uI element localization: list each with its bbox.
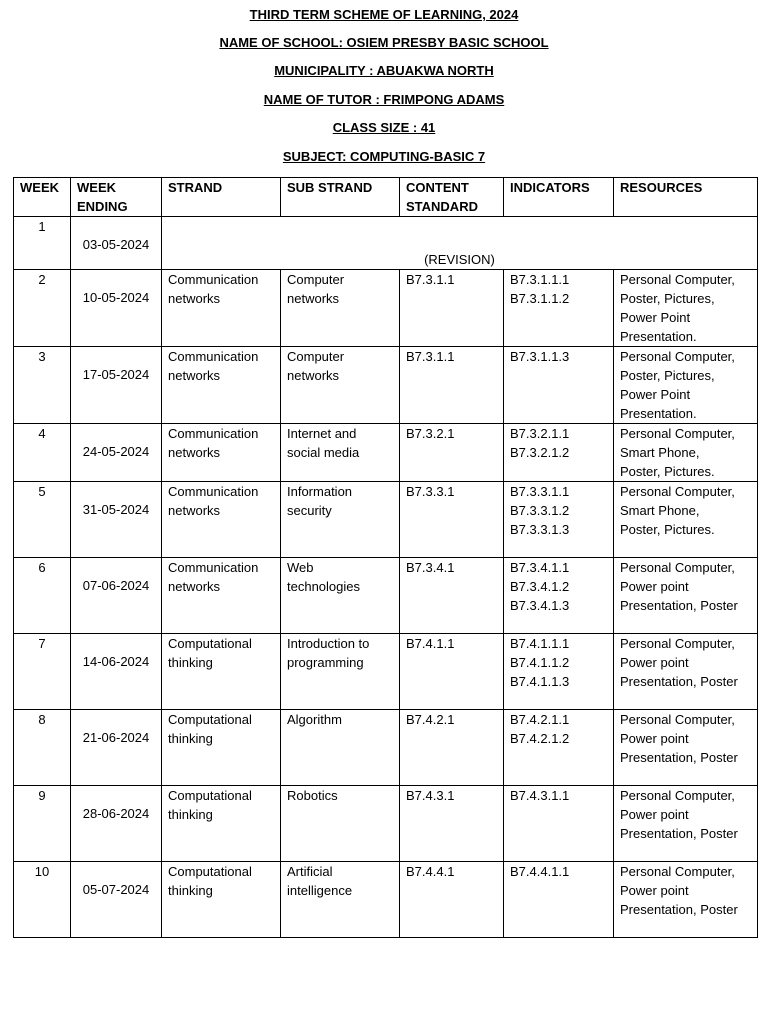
week-cell bbox=[14, 270, 71, 347]
sub-strand-cell bbox=[281, 347, 400, 424]
strand-cell bbox=[162, 424, 281, 482]
week-ending-cell bbox=[71, 482, 162, 558]
strand-cell bbox=[162, 786, 281, 862]
col-content-standard: CONTENT STANDARD bbox=[400, 178, 504, 217]
sub-strand-cell bbox=[281, 862, 400, 938]
indicators-cell-line: B7.4.2.1.2 bbox=[510, 731, 570, 746]
resources-cell-line: Personal Computer, bbox=[620, 636, 735, 651]
strand-cell-line: networks bbox=[168, 291, 221, 306]
content-standard-cell-line: B7.3.3.1 bbox=[406, 484, 455, 499]
resources-cell-line: Poster, Pictures. bbox=[620, 522, 715, 537]
strand-cell-line: Computational bbox=[168, 636, 252, 651]
indicators-cell bbox=[504, 710, 614, 786]
week-ending-date: 14-06-2024 bbox=[82, 654, 150, 669]
resources-cell bbox=[614, 482, 758, 558]
resources-cell-line: Poster, Pictures. bbox=[620, 464, 715, 479]
municipality: MUNICIPALITY : ABUAKWA NORTH bbox=[274, 63, 494, 78]
indicators-cell-line: B7.3.4.1.2 bbox=[510, 579, 570, 594]
table-row bbox=[14, 634, 758, 710]
strand-cell-line: Communication bbox=[168, 484, 259, 499]
resources-cell-line: Power Point bbox=[620, 310, 691, 325]
resources-cell-line: Personal Computer, bbox=[620, 560, 735, 575]
header-row bbox=[14, 178, 758, 217]
sub-strand-cell-line: Web bbox=[287, 560, 314, 575]
resources-cell-line: Presentation, Poster bbox=[620, 826, 738, 841]
week-cell bbox=[14, 862, 71, 938]
week-ending-cell bbox=[71, 424, 162, 482]
strand-cell-line: networks bbox=[168, 368, 221, 383]
week-number: 7 bbox=[38, 636, 46, 651]
indicators-cell bbox=[504, 558, 614, 634]
content-standard-cell bbox=[400, 710, 504, 786]
sub-strand-cell bbox=[281, 786, 400, 862]
indicators-cell-line: B7.3.2.1.1 bbox=[510, 426, 570, 441]
week-ending-date: 28-06-2024 bbox=[82, 806, 150, 821]
strand-cell bbox=[162, 710, 281, 786]
resources-cell-line: Poster, Pictures, bbox=[620, 291, 715, 306]
strand-cell bbox=[162, 270, 281, 347]
resources-cell-line: Personal Computer, bbox=[620, 272, 735, 287]
table-row bbox=[14, 270, 758, 347]
week-number: 10 bbox=[34, 864, 50, 879]
sub-strand-cell-line: Artificial bbox=[287, 864, 333, 879]
week-ending-cell bbox=[71, 270, 162, 347]
content-standard-cell-line: B7.3.4.1 bbox=[406, 560, 455, 575]
table-row bbox=[14, 786, 758, 862]
resources-cell-line: Presentation. bbox=[620, 329, 697, 344]
strand-cell-line: Computational bbox=[168, 712, 252, 727]
indicators-cell bbox=[504, 482, 614, 558]
strand-cell-line: thinking bbox=[168, 731, 213, 746]
sub-strand-cell-line: networks bbox=[287, 291, 340, 306]
sub-strand-cell-line: Robotics bbox=[287, 788, 338, 803]
strand-cell-line: thinking bbox=[168, 807, 213, 822]
resources-cell-line: Personal Computer, bbox=[620, 864, 735, 879]
resources-cell bbox=[614, 424, 758, 482]
resources-cell-line: Smart Phone, bbox=[620, 445, 700, 460]
table-row bbox=[14, 347, 758, 424]
strand-cell bbox=[162, 347, 281, 424]
tutor-name: NAME OF TUTOR : FRIMPONG ADAMS bbox=[263, 92, 505, 107]
col-sub-strand: SUB STRAND bbox=[281, 178, 400, 217]
resources-cell bbox=[614, 270, 758, 347]
indicators-cell-line: B7.4.4.1.1 bbox=[510, 864, 570, 879]
table-row bbox=[14, 482, 758, 558]
sub-strand-cell-line: security bbox=[287, 503, 332, 518]
week-ending-cell bbox=[71, 347, 162, 424]
resources-cell bbox=[614, 786, 758, 862]
content-standard-cell bbox=[400, 786, 504, 862]
content-standard-cell-line: B7.4.2.1 bbox=[406, 712, 455, 727]
col-strand: STRAND bbox=[162, 178, 281, 217]
sub-strand-cell-line: technologies bbox=[287, 579, 360, 594]
week-ending-cell bbox=[71, 862, 162, 938]
content-standard-cell bbox=[400, 482, 504, 558]
resources-cell-line: Poster, Pictures, bbox=[620, 368, 715, 383]
week-cell bbox=[14, 710, 71, 786]
strand-cell-line: Computational bbox=[168, 788, 252, 803]
week-number: 2 bbox=[38, 272, 46, 287]
strand-cell bbox=[162, 862, 281, 938]
strand-cell bbox=[162, 558, 281, 634]
strand-cell-line: Communication bbox=[168, 272, 259, 287]
week-cell bbox=[14, 424, 71, 482]
sub-strand-cell-line: Introduction to bbox=[287, 636, 370, 651]
week-cell bbox=[14, 786, 71, 862]
resources-cell-line: Power point bbox=[620, 731, 689, 746]
subject: SUBJECT: COMPUTING-BASIC 7 bbox=[282, 149, 486, 164]
indicators-cell-line: B7.3.1.1.1 bbox=[510, 272, 570, 287]
strand-cell-line: networks bbox=[168, 445, 221, 460]
col-resources: RESOURCES bbox=[614, 178, 758, 217]
content-standard-cell-line: B7.3.1.1 bbox=[406, 349, 455, 364]
week-ending-date: 31-05-2024 bbox=[82, 502, 150, 517]
school-name: NAME OF SCHOOL: OSIEM PRESBY BASIC SCHOOL bbox=[219, 35, 549, 50]
sub-strand-cell-line: intelligence bbox=[287, 883, 353, 898]
sub-strand-cell-line: Computer bbox=[287, 272, 345, 287]
resources-cell-line: Personal Computer, bbox=[620, 712, 735, 727]
strand-cell-line: Communication bbox=[168, 426, 259, 441]
resources-cell-line: Personal Computer, bbox=[620, 484, 735, 499]
sub-strand-cell bbox=[281, 270, 400, 347]
indicators-cell-line: B7.3.3.1.2 bbox=[510, 503, 570, 518]
resources-cell-line: Power point bbox=[620, 655, 689, 670]
week-ending-cell bbox=[71, 217, 162, 270]
table-row bbox=[14, 558, 758, 634]
week-cell bbox=[14, 634, 71, 710]
resources-cell-line: Smart Phone, bbox=[620, 503, 700, 518]
scheme-table bbox=[13, 177, 758, 938]
col-week: WEEK bbox=[14, 178, 71, 217]
week-number: 6 bbox=[38, 560, 46, 575]
week-number: 1 bbox=[38, 219, 46, 234]
indicators-cell-line: B7.3.1.1.2 bbox=[510, 291, 570, 306]
week-cell bbox=[14, 217, 71, 270]
resources-cell-line: Power point bbox=[620, 807, 689, 822]
week-number: 8 bbox=[38, 712, 46, 727]
resources-cell-line: Personal Computer, bbox=[620, 426, 735, 441]
content-standard-cell bbox=[400, 862, 504, 938]
indicators-cell-line: B7.3.3.1.1 bbox=[510, 484, 570, 499]
week-ending-cell bbox=[71, 558, 162, 634]
week-cell bbox=[14, 558, 71, 634]
resources-cell-line: Presentation, Poster bbox=[620, 674, 738, 689]
content-standard-cell-line: B7.4.3.1 bbox=[406, 788, 455, 803]
sub-strand-cell-line: Algorithm bbox=[287, 712, 342, 727]
content-standard-cell bbox=[400, 270, 504, 347]
week-number: 9 bbox=[38, 788, 46, 803]
resources-cell-line: Presentation. bbox=[620, 406, 697, 421]
content-standard-cell-line: B7.3.1.1 bbox=[406, 272, 455, 287]
col-week-ending: WEEK ENDING bbox=[71, 178, 162, 217]
indicators-cell-line: B7.3.2.1.2 bbox=[510, 445, 570, 460]
strand-cell bbox=[162, 634, 281, 710]
week-cell bbox=[14, 482, 71, 558]
indicators-cell bbox=[504, 424, 614, 482]
indicators-cell-line: B7.3.3.1.3 bbox=[510, 522, 570, 537]
week-ending-cell bbox=[71, 634, 162, 710]
week-ending-date: 24-05-2024 bbox=[82, 444, 150, 459]
week-number: 4 bbox=[38, 426, 46, 441]
week-ending-date: 03-05-2024 bbox=[82, 237, 150, 252]
indicators-cell-line: B7.4.1.1.1 bbox=[510, 636, 570, 651]
resources-cell-line: Personal Computer, bbox=[620, 349, 735, 364]
indicators-cell-line: B7.4.3.1.1 bbox=[510, 788, 570, 803]
document-title: THIRD TERM SCHEME OF LEARNING, 2024 bbox=[249, 7, 519, 22]
strand-cell bbox=[162, 482, 281, 558]
sub-strand-cell-line: social media bbox=[287, 445, 360, 460]
content-standard-cell bbox=[400, 424, 504, 482]
resources-cell bbox=[614, 558, 758, 634]
strand-cell-line: Communication bbox=[168, 349, 259, 364]
resources-cell-line: Presentation, Poster bbox=[620, 902, 738, 917]
indicators-cell-line: B7.3.1.1.3 bbox=[510, 349, 570, 364]
content-standard-cell bbox=[400, 347, 504, 424]
table-row bbox=[14, 862, 758, 938]
revision-cell: (REVISION) bbox=[162, 217, 758, 270]
resources-cell bbox=[614, 347, 758, 424]
strand-cell-line: thinking bbox=[168, 655, 213, 670]
sub-strand-cell-line: Information bbox=[287, 484, 353, 499]
indicators-cell-line: B7.4.1.1.2 bbox=[510, 655, 570, 670]
content-standard-cell-line: B7.3.2.1 bbox=[406, 426, 455, 441]
sub-strand-cell bbox=[281, 710, 400, 786]
indicators-cell-line: B7.4.1.1.3 bbox=[510, 674, 570, 689]
sub-strand-cell bbox=[281, 558, 400, 634]
table-row bbox=[14, 424, 758, 482]
week-ending-cell bbox=[71, 710, 162, 786]
strand-cell-line: networks bbox=[168, 503, 221, 518]
strand-cell-line: Communication bbox=[168, 560, 259, 575]
sub-strand-cell-line: programming bbox=[287, 655, 364, 670]
indicators-cell bbox=[504, 862, 614, 938]
content-standard-cell-line: B7.4.4.1 bbox=[406, 864, 455, 879]
table-row bbox=[14, 217, 758, 270]
content-standard-cell bbox=[400, 558, 504, 634]
sub-strand-cell-line: Computer bbox=[287, 349, 345, 364]
week-ending-date: 21-06-2024 bbox=[82, 730, 150, 745]
resources-cell-line: Personal Computer, bbox=[620, 788, 735, 803]
resources-cell-line: Power Point bbox=[620, 387, 691, 402]
strand-cell-line: Computational bbox=[168, 864, 252, 879]
indicators-cell-line: B7.4.2.1.1 bbox=[510, 712, 570, 727]
content-standard-cell bbox=[400, 634, 504, 710]
strand-cell-line: networks bbox=[168, 579, 221, 594]
week-ending-date: 10-05-2024 bbox=[82, 290, 150, 305]
resources-cell-line: Power point bbox=[620, 883, 689, 898]
resources-cell-line: Power point bbox=[620, 579, 689, 594]
resources-cell bbox=[614, 710, 758, 786]
indicators-cell bbox=[504, 786, 614, 862]
indicators-cell-line: B7.3.4.1.1 bbox=[510, 560, 570, 575]
week-number: 3 bbox=[38, 349, 46, 364]
resources-cell-line: Presentation, Poster bbox=[620, 750, 738, 765]
week-ending-date: 05-07-2024 bbox=[82, 882, 150, 897]
strand-cell-line: thinking bbox=[168, 883, 213, 898]
resources-cell bbox=[614, 634, 758, 710]
sub-strand-cell-line: networks bbox=[287, 368, 340, 383]
table-row bbox=[14, 710, 758, 786]
week-number: 5 bbox=[38, 484, 46, 499]
content-standard-cell-line: B7.4.1.1 bbox=[406, 636, 455, 651]
sub-strand-cell bbox=[281, 634, 400, 710]
week-ending-date: 17-05-2024 bbox=[82, 367, 150, 382]
sub-strand-cell bbox=[281, 482, 400, 558]
week-ending-cell bbox=[71, 786, 162, 862]
col-indicators: INDICATORS bbox=[504, 178, 614, 217]
sub-strand-cell-line: Internet and bbox=[287, 426, 357, 441]
resources-cell bbox=[614, 862, 758, 938]
week-ending-date: 07-06-2024 bbox=[82, 578, 150, 593]
sub-strand-cell bbox=[281, 424, 400, 482]
week-cell bbox=[14, 347, 71, 424]
indicators-cell bbox=[504, 270, 614, 347]
class-size: CLASS SIZE : 41 bbox=[332, 120, 436, 135]
indicators-cell-line: B7.3.4.1.3 bbox=[510, 598, 570, 613]
resources-cell-line: Presentation, Poster bbox=[620, 598, 738, 613]
indicators-cell bbox=[504, 347, 614, 424]
indicators-cell bbox=[504, 634, 614, 710]
